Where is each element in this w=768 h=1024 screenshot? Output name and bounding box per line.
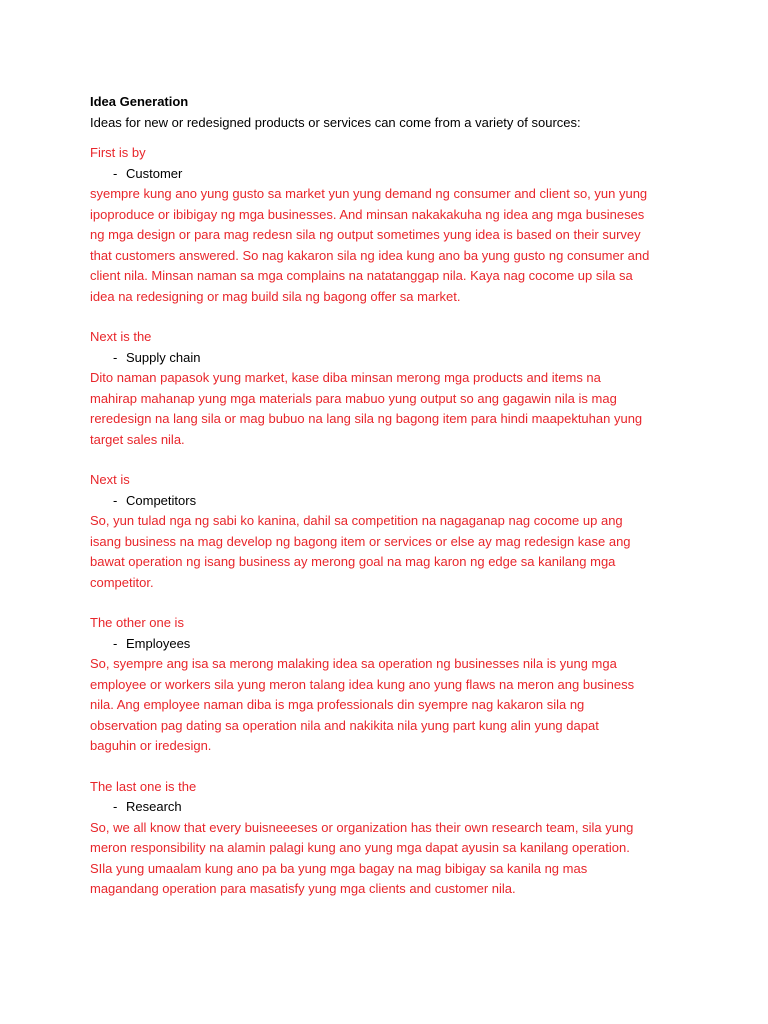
section-body-line: Dito naman papasok yung market, kase diba minsan merong mga products and items na — [90, 370, 601, 385]
bullet-item — [90, 348, 730, 369]
dash-bullet-icon: - — [113, 799, 118, 814]
section-body-line: observation pag dating sa operation nila and nakikita nila yung part kung alin yung dapat — [90, 717, 599, 733]
dash-bullet-icon: - — [113, 349, 118, 365]
bullet-label: Supply chain — [126, 349, 201, 365]
section-body-line: reredesign na lang sila or mag bubuo na lang sila ng bagong item para hindi maapektuhan yung — [90, 411, 643, 426]
section-body-line: ng mga design or para mag redesn sila ng output sometimes yung idea is based on their survey — [90, 227, 641, 242]
document-title: Idea Generation — [90, 94, 189, 109]
section-body-line: idea na redesigning or mag build sila ng bagong offer sa market. — [90, 288, 461, 304]
section-body-line: client nila. Minsan naman sa mga complains na natatanggap nila. Kaya nag cocome up sila sa — [90, 268, 633, 283]
section-body-line: employee or workers sila yung meron talang idea kung ano yung flaws na meron ang business — [90, 676, 635, 692]
section-lead: The last one is the — [90, 778, 197, 794]
section-lead: Next is — [90, 472, 130, 487]
bullet-item — [90, 797, 730, 818]
document-page — [90, 92, 730, 900]
section-body-line: mahirap mahanap yung mga materials para mabuo yung output so ang gagawin nila is mag — [90, 390, 617, 406]
section-body-line: target sales nila. — [90, 431, 185, 447]
dash-bullet-icon: - — [113, 165, 118, 181]
section-lead: Next is the — [90, 329, 152, 344]
section-body-line: meron responsibility na alamin palagi kung ano yung mga dapat ayusin sa kanilang operation. — [90, 840, 630, 855]
section-body-line: So, syempre ang isa sa merong malaking idea sa operation ng businesses nila is yung mga — [90, 656, 617, 671]
bullet-item — [90, 491, 730, 512]
section-body-line: competitor. — [90, 574, 154, 590]
section-supply-chain — [90, 327, 730, 450]
section-body-line: So, yun tulad nga ng sabi ko kanina, dahil sa competition na nagaganap nag cocome up ang — [90, 513, 623, 528]
section-body-line: baguhin or iredesign. — [90, 738, 212, 753]
dash-bullet-icon: - — [113, 635, 118, 651]
bullet-label: Employees — [126, 635, 191, 651]
section-body-line: isang business na mag develop ng bagong item or services or else ay mag redesign kase ang — [90, 533, 631, 549]
bullet-item — [90, 634, 730, 655]
section-body-line: magandang operation para masatisfy yung mga clients and customer nila. — [90, 881, 516, 896]
section-body-line: So, we all know that every buisneeeses or organization has their own research team, sila yung — [90, 819, 634, 835]
bullet-label: Research — [126, 799, 182, 814]
section-body-line: SIla yung umaalam kung ano pa ba yung mga bagay na mag bibigay sa kanila ng mas — [90, 860, 588, 876]
section-lead: The other one is — [90, 615, 184, 630]
bullet-label: Customer — [126, 165, 183, 181]
section-body-line: nila. Ang employee naman diba is mga professionals din syempre nag kakaron sila ng — [90, 697, 585, 712]
section-body-line: syempre kung ano yung gusto sa market yun yung demand ng consumer and client so, yun yung — [90, 186, 648, 201]
document-intro: Ideas for new or redesigned products or services can come from a variety of sources: — [90, 114, 581, 130]
section-customer — [90, 143, 730, 307]
section-lead: First is by — [90, 145, 146, 160]
section-body-line: that customers answered. So nag kakaron sila ng idea kung ano ba yung gusto ng consumer and — [90, 247, 650, 263]
section-body-line: bawat operation ng isang business ay merong goal na mag karon ng edge sa kanilang mga — [90, 554, 616, 569]
bullet-label: Competitors — [126, 492, 197, 508]
bullet-item — [90, 164, 730, 185]
section-employees — [90, 613, 730, 757]
section-competitors — [90, 470, 730, 593]
dash-bullet-icon: - — [113, 492, 118, 508]
section-body-line: ipoproduce or ibibigay ng mga businesses. And minsan nakakakuha ng idea ang mga busineses — [90, 206, 645, 222]
section-research — [90, 777, 730, 900]
